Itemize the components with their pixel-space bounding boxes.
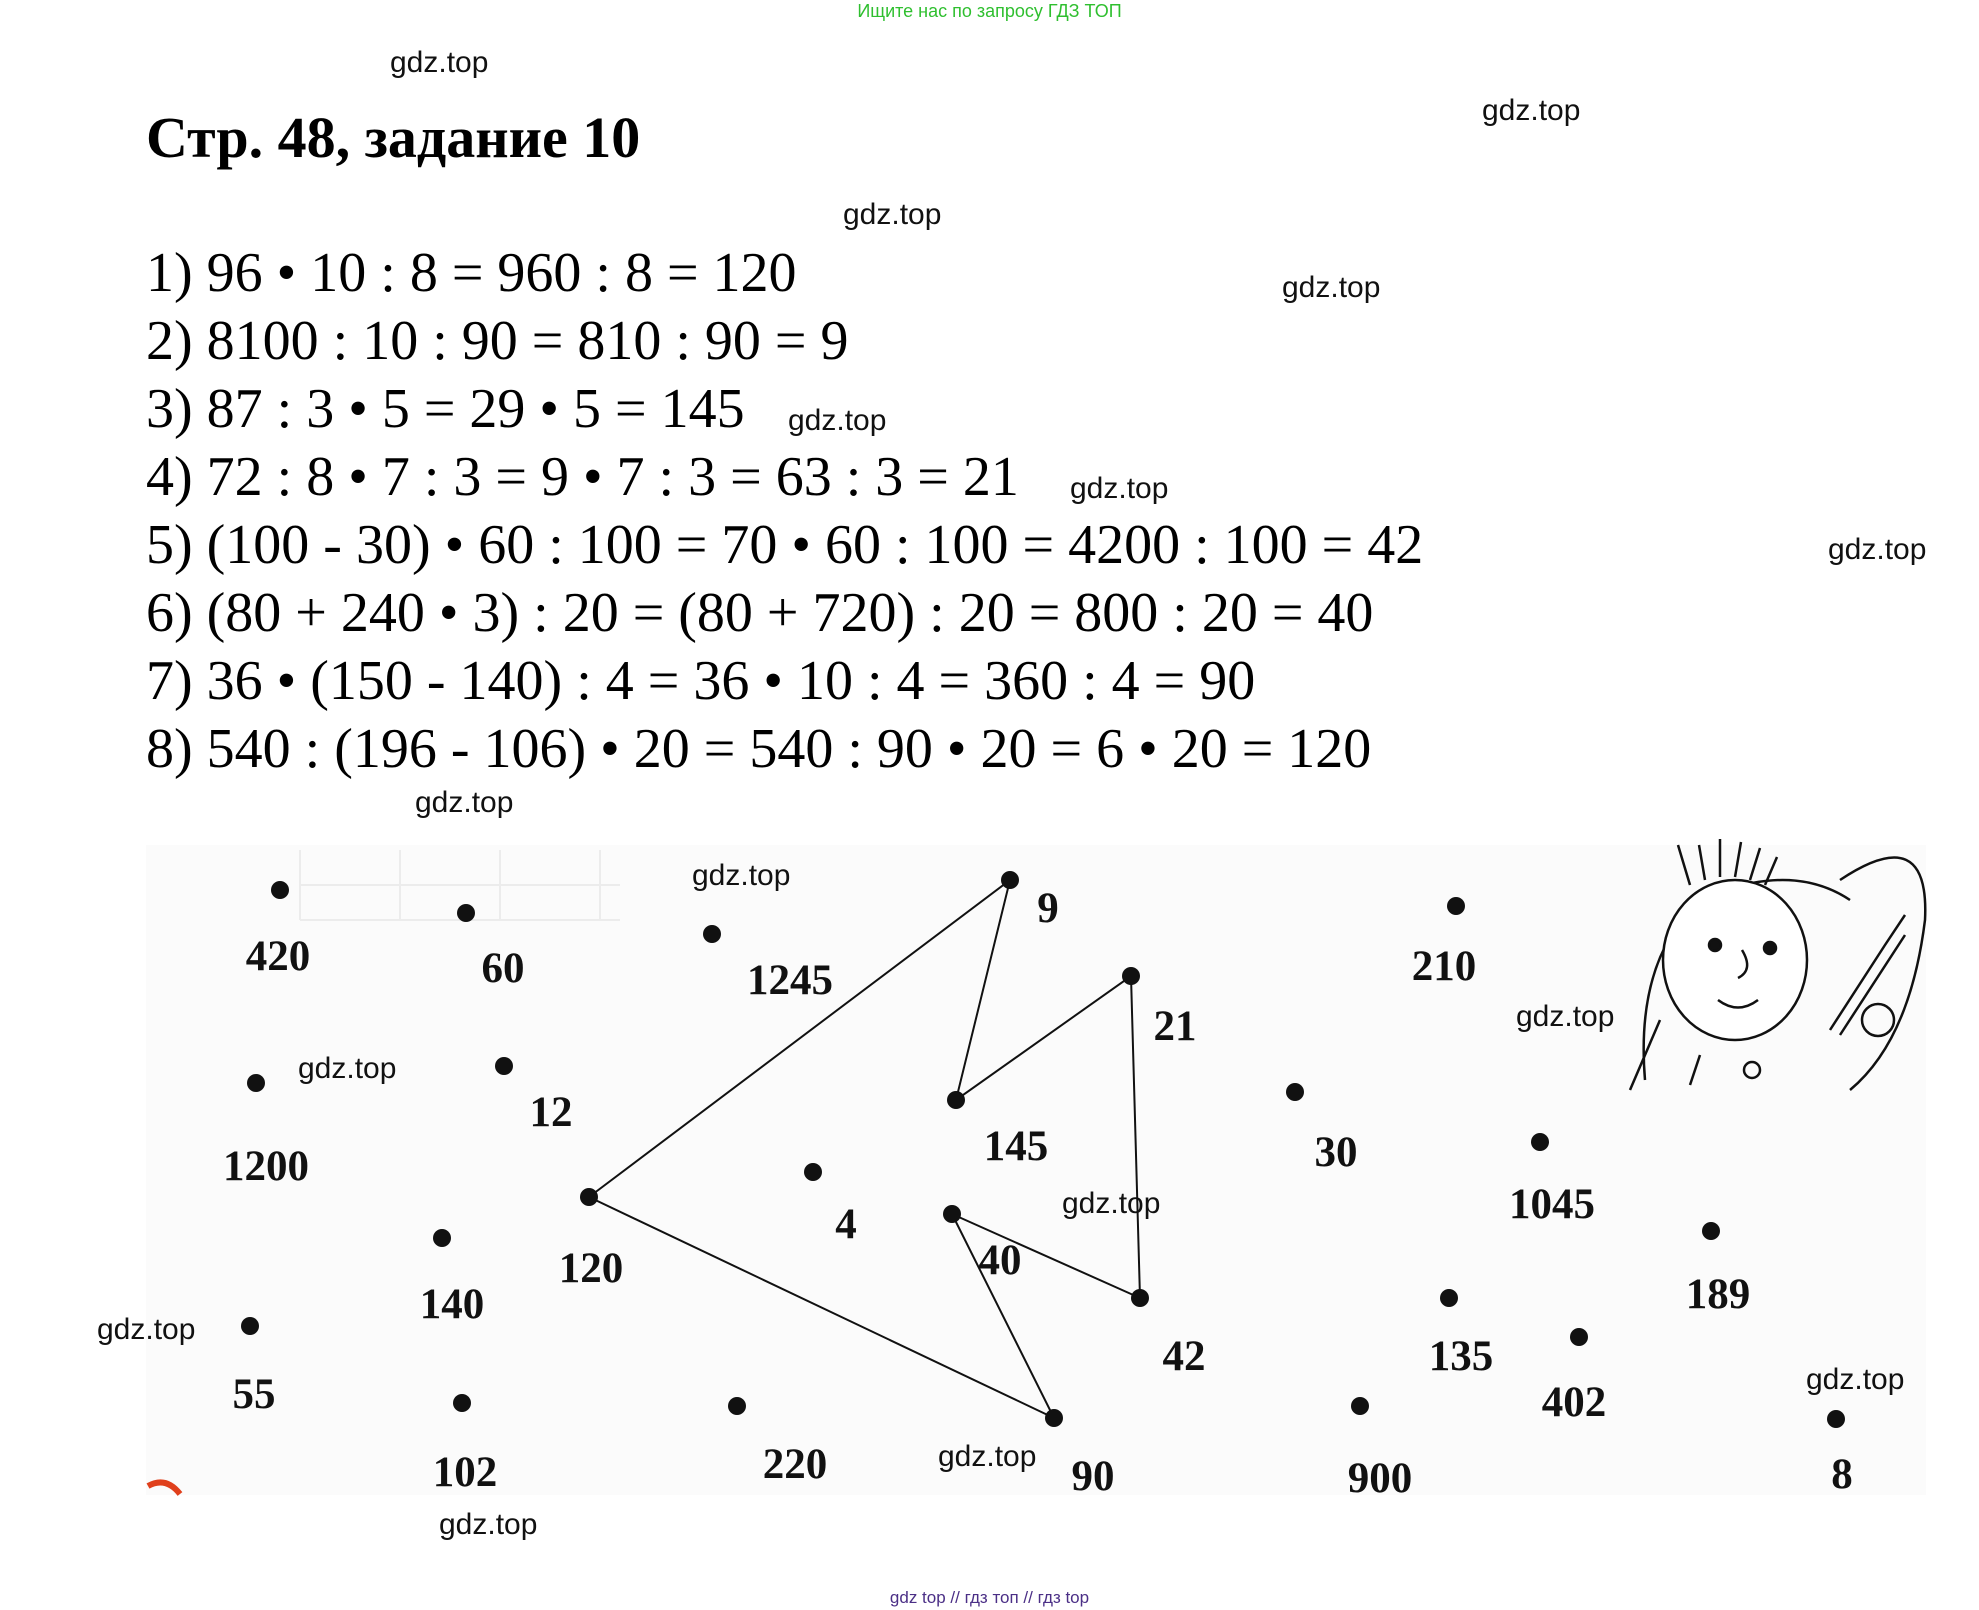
equation-8: 8) 540 : (196 - 106) • 20 = 540 : 90 • 20 = 6 • 20 = 120 bbox=[146, 718, 1372, 780]
watermark: gdz.top bbox=[1828, 533, 1927, 566]
dot-140 bbox=[433, 1229, 451, 1247]
dot-label: 40 bbox=[978, 1237, 1022, 1284]
watermark: gdz.top bbox=[788, 404, 887, 437]
dot-1045 bbox=[1531, 1133, 1549, 1151]
dot-label: 102 bbox=[432, 1449, 498, 1496]
dot-label: 42 bbox=[1162, 1333, 1206, 1380]
dot-label: 30 bbox=[1314, 1129, 1358, 1176]
dot-label: 402 bbox=[1541, 1379, 1607, 1426]
equation-2: 2) 8100 : 10 : 90 = 810 : 90 = 9 bbox=[146, 310, 849, 372]
dot-label: 60 bbox=[481, 945, 525, 992]
dot-label: 135 bbox=[1428, 1333, 1494, 1380]
dot-145 bbox=[947, 1091, 965, 1109]
dot-21 bbox=[1122, 967, 1140, 985]
dot-42 bbox=[1131, 1289, 1149, 1307]
dot-label: 220 bbox=[762, 1441, 828, 1488]
dot-189 bbox=[1702, 1222, 1720, 1240]
dot-label: 55 bbox=[232, 1371, 276, 1418]
watermark: gdz.top bbox=[1282, 271, 1381, 304]
dot-label: 1045 bbox=[1509, 1181, 1595, 1228]
watermark: gdz.top bbox=[1482, 94, 1581, 127]
scan-background bbox=[146, 845, 1926, 1495]
dot-55 bbox=[241, 1317, 259, 1335]
watermark: gdz.top bbox=[692, 859, 791, 892]
watermark: gdz.top bbox=[1516, 1000, 1615, 1033]
dot-label: 140 bbox=[419, 1281, 485, 1328]
dot-8 bbox=[1827, 1410, 1845, 1428]
dot-135 bbox=[1440, 1289, 1458, 1307]
watermark: gdz.top bbox=[843, 198, 942, 231]
equation-6: 6) (80 + 240 • 3) : 20 = (80 + 720) : 20 = 800 : 20 = 40 bbox=[146, 582, 1374, 644]
page-title: Стр. 48, задание 10 bbox=[146, 105, 641, 170]
dot-9 bbox=[1001, 871, 1019, 889]
equation-4: 4) 72 : 8 • 7 : 3 = 9 • 7 : 3 = 63 : 3 = 21 bbox=[146, 446, 1019, 508]
watermark: gdz.top bbox=[298, 1052, 397, 1085]
equation-5: 5) (100 - 30) • 60 : 100 = 70 • 60 : 100 = 4200 : 100 = 42 bbox=[146, 514, 1424, 576]
equation-7: 7) 36 • (150 - 140) : 4 = 36 • 10 : 4 = 360 : 4 = 90 bbox=[146, 650, 1256, 712]
dot-label: 900 bbox=[1347, 1455, 1413, 1502]
watermark: gdz.top bbox=[938, 1440, 1037, 1473]
dot-120 bbox=[580, 1188, 598, 1206]
dot-label: 8 bbox=[1831, 1451, 1853, 1498]
dot-4 bbox=[804, 1163, 822, 1181]
top-banner[interactable]: Ищите нас по запросу ГДЗ ТОП bbox=[857, 1, 1122, 21]
dot-label: 21 bbox=[1153, 1003, 1197, 1050]
watermark: gdz.top bbox=[415, 786, 514, 819]
dot-402 bbox=[1570, 1328, 1588, 1346]
dot-30 bbox=[1286, 1083, 1304, 1101]
dot-90 bbox=[1045, 1409, 1063, 1427]
dot-1200 bbox=[247, 1074, 265, 1092]
dot-420 bbox=[271, 881, 289, 899]
dot-220 bbox=[728, 1397, 746, 1415]
dot-label: 210 bbox=[1411, 943, 1477, 990]
watermark: gdz.top bbox=[1806, 1363, 1905, 1396]
dot-label: 189 bbox=[1685, 1271, 1751, 1318]
dot-label: 145 bbox=[983, 1123, 1049, 1170]
watermark: gdz.top bbox=[97, 1313, 196, 1346]
dot-label: 9 bbox=[1037, 885, 1059, 932]
dot-label: 420 bbox=[245, 933, 311, 980]
dot-1245 bbox=[703, 925, 721, 943]
dot-label: 1245 bbox=[747, 957, 833, 1004]
equation-1: 1) 96 • 10 : 8 = 960 : 8 = 120 bbox=[146, 242, 797, 304]
dot-label: 12 bbox=[529, 1089, 573, 1136]
watermark: gdz.top bbox=[1070, 472, 1169, 505]
dot-102 bbox=[453, 1394, 471, 1412]
equation-3: 3) 87 : 3 • 5 = 29 • 5 = 145 bbox=[146, 378, 745, 440]
watermark: gdz.top bbox=[439, 1508, 538, 1541]
dot-label: 4 bbox=[835, 1201, 857, 1248]
dot-label: 1200 bbox=[223, 1143, 309, 1190]
watermark: gdz.top bbox=[390, 46, 489, 79]
bottom-links[interactable]: gdz top // гдз топ // гдз top bbox=[889, 1588, 1090, 1607]
dot-210 bbox=[1447, 897, 1465, 915]
dot-12 bbox=[495, 1057, 513, 1075]
dot-label: 120 bbox=[558, 1245, 624, 1292]
dot-label: 90 bbox=[1071, 1453, 1115, 1500]
watermark: gdz.top bbox=[1062, 1187, 1161, 1220]
dot-40 bbox=[943, 1205, 961, 1223]
dot-60 bbox=[457, 904, 475, 922]
dot-900 bbox=[1351, 1397, 1369, 1415]
